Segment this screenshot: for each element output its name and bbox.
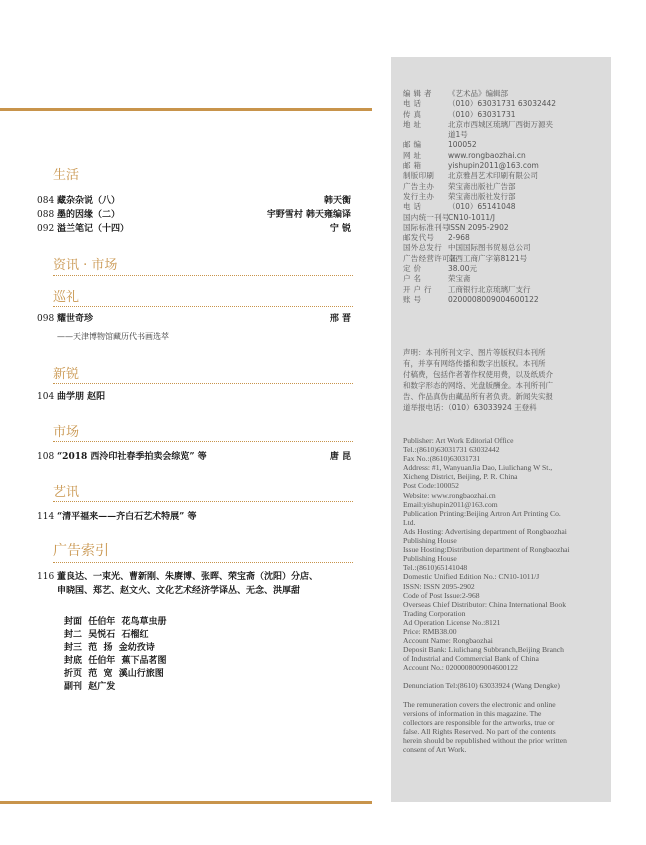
info-label: 国外总发行 bbox=[403, 243, 442, 253]
info-label: 网 址 bbox=[403, 150, 422, 160]
english-line: Domestic Unified Edition No.: CN10-1011/J bbox=[403, 572, 540, 582]
declaration-line: 声明：本刊所刊文字、图片等版权归本刊所 bbox=[403, 348, 546, 357]
article-title: 曲学朋 赵阳 bbox=[57, 392, 106, 402]
info-value: 荣宝斋出版社广告部 bbox=[448, 181, 516, 191]
info-line bbox=[403, 233, 603, 243]
article-author: 宇野雪村 韩天雍编译 bbox=[266, 210, 351, 220]
info-value: 38.00元 bbox=[448, 264, 477, 274]
info-panel bbox=[391, 57, 611, 802]
cover-credit-line: 封面 任伯年 花鸟草虫册 bbox=[64, 617, 167, 627]
section-divider bbox=[53, 383, 353, 384]
section-xinrui: 新锐 bbox=[53, 367, 80, 382]
top-rule bbox=[0, 108, 372, 111]
page-number: 092 bbox=[37, 224, 55, 234]
info-label: 国内统一刊号 bbox=[403, 212, 450, 222]
english-line: Price: RMB38.00 bbox=[403, 626, 457, 636]
list-item bbox=[37, 451, 351, 463]
info-value: 0200008009004600122 bbox=[448, 294, 539, 304]
english-line: Trading Corporation bbox=[403, 608, 466, 618]
list-item bbox=[37, 391, 351, 403]
section-divider bbox=[53, 306, 353, 307]
english-line: Ads Hosting: Advertising department of Rongbaozhai bbox=[403, 526, 567, 536]
info-line bbox=[403, 243, 603, 253]
english-line: herein should be republished without the prior written bbox=[403, 735, 567, 745]
spacer bbox=[403, 672, 603, 681]
article-title: 墨的因缘（二） bbox=[57, 210, 121, 220]
info-value: 2-968 bbox=[448, 233, 470, 243]
info-label: 电 话 bbox=[403, 202, 422, 212]
article-author: 韩天衡 bbox=[323, 196, 351, 206]
english-line: versions of information in this magazine. The bbox=[403, 708, 542, 718]
info-value: 荣宝斋出版社发行部 bbox=[448, 191, 516, 201]
list-item bbox=[37, 313, 351, 325]
info-line bbox=[403, 182, 603, 192]
info-value: 中国国际图书贸易总公司 bbox=[448, 243, 531, 253]
info-line bbox=[403, 151, 603, 161]
list-item bbox=[37, 209, 351, 221]
info-value: （010）65141048 bbox=[448, 202, 516, 212]
english-line: of Industrial and Commercial Bank of China bbox=[403, 654, 539, 664]
section-shenghuo: 生活 bbox=[53, 168, 80, 183]
page-number: 088 bbox=[37, 210, 55, 220]
section-shichang: 市场 bbox=[53, 425, 80, 440]
info-value: CN10-1011/J bbox=[448, 212, 495, 222]
list-item bbox=[37, 223, 351, 235]
cover-credits bbox=[64, 616, 167, 694]
info-label: 户 名 bbox=[403, 274, 422, 284]
info-line bbox=[403, 213, 603, 223]
info-value: yishupin2011@163.com bbox=[448, 161, 539, 171]
section-yixun: 艺讯 bbox=[53, 485, 80, 500]
info-line bbox=[403, 110, 603, 120]
info-line bbox=[403, 264, 603, 274]
article-title: 溢兰笔记（十四） bbox=[57, 224, 130, 234]
cover-credit-line: 副刊 赵广发 bbox=[64, 682, 116, 692]
article-title: “2018 西泠印社春季拍卖会综览” 等 bbox=[57, 452, 207, 462]
declaration-line: 道举报电话：（010）63033924 王登科 bbox=[403, 403, 537, 412]
english-line: Account Name: Rongbaozhai bbox=[403, 636, 493, 646]
page-number: 098 bbox=[37, 314, 55, 324]
page-number: 108 bbox=[37, 452, 55, 462]
info-value: 荣宝斋 bbox=[448, 274, 471, 284]
english-line: Address: #1, WanyuanJia Dao, Liulichang W St., bbox=[403, 463, 553, 473]
info-label: 国际标准刊号 bbox=[403, 222, 450, 232]
cover-credit-line: 封三 范 扬 金幼孜诗 bbox=[64, 643, 155, 653]
info-line bbox=[403, 89, 603, 99]
ad-line-1: 董良达、一束光、曹新刚、朱赓博、张晖、荣宝斋（沈阳）分店、 bbox=[57, 572, 319, 582]
section-xunli: 巡礼 bbox=[53, 290, 80, 305]
info-value: 北京雅昌艺术印刷有限公司 bbox=[448, 171, 538, 181]
info-label: 广告主办 bbox=[403, 181, 435, 191]
info-line bbox=[403, 295, 603, 305]
page-number: 114 bbox=[37, 512, 55, 522]
page-number: 116 bbox=[37, 572, 55, 582]
article-author: 唐 昆 bbox=[329, 452, 351, 462]
info-value: （010）63031731 bbox=[448, 109, 516, 119]
info-label: 传 真 bbox=[403, 109, 422, 119]
english-line: Ad Operation License No.:8121 bbox=[403, 617, 501, 627]
info-line bbox=[403, 140, 603, 150]
info-label: 编 辑 者 bbox=[403, 89, 432, 98]
declaration-line: 有，并享有网络传播和数字出版权。本刊所 bbox=[403, 359, 546, 368]
info-line bbox=[403, 223, 603, 233]
info-label: 邮 箱 bbox=[403, 161, 422, 171]
english-line: Website: www.rongbaozhai.cn bbox=[403, 490, 496, 500]
english-line: Ltd. bbox=[403, 517, 416, 527]
english-line: Overseas Chief Distributor: China International Book bbox=[403, 599, 567, 609]
article-title: 藏杂杂说（八） bbox=[57, 196, 121, 206]
list-item bbox=[37, 511, 351, 523]
info-value: 《艺术品》编辑部 bbox=[448, 89, 508, 98]
info-value: 北京市西城区琉璃厂西街万源夹 bbox=[448, 119, 553, 129]
english-line: Deposit Bank: Liulichang Subbranch,Beijing Branch bbox=[403, 645, 564, 655]
section-divider bbox=[53, 275, 353, 276]
info-label: 账 号 bbox=[403, 294, 422, 304]
english-line: Publishing House bbox=[403, 554, 457, 564]
english-line: The remuneration covers the electronic and online bbox=[403, 699, 556, 709]
english-line: Code of Post Issue:2-968 bbox=[403, 590, 480, 600]
english-line: Xicheng District, Beijing, P. R. China bbox=[403, 472, 518, 482]
english-line: Tel.:(8610)65141048 bbox=[403, 563, 468, 573]
article-subtitle: ——天津博物馆藏历代书画选萃 bbox=[57, 332, 169, 341]
info-value: ISSN 2095-2902 bbox=[448, 222, 509, 232]
info-value: 京西工商广字第8121号 bbox=[448, 253, 528, 263]
english-line: Account No.: 0200008009004600122 bbox=[403, 663, 518, 673]
english-line: Denunciation Tel:(8610) 63033924 (Wang Dengke) bbox=[403, 681, 560, 691]
info-value: 工商银行北京琉璃厂支行 bbox=[448, 284, 531, 294]
info-label: 发行主办 bbox=[403, 191, 435, 201]
section-divider bbox=[53, 562, 353, 563]
english-line: Post Code:100052 bbox=[403, 481, 459, 491]
ad-line-2: 申晓国、郑艺、赵文火、文化艺术经济学译丛、无念、洪厚甜 bbox=[57, 586, 301, 596]
english-line: Publisher: Art Work Editorial Office bbox=[403, 436, 514, 445]
spacer bbox=[403, 691, 603, 700]
info-label: 地 址 bbox=[403, 119, 422, 129]
info-value: 100052 bbox=[448, 140, 477, 150]
article-author: 宁 锐 bbox=[329, 224, 351, 234]
section-divider bbox=[53, 501, 353, 502]
english-line: Issue Hosting:Distribution department of Rongbaozhai bbox=[403, 545, 570, 555]
page-number: 084 bbox=[37, 196, 55, 206]
cover-credit-line: 封底 任伯年 蕉下品茗图 bbox=[64, 656, 167, 666]
info-line bbox=[403, 202, 603, 212]
ad-index bbox=[37, 570, 367, 598]
section-divider bbox=[53, 441, 353, 442]
declaration-line: 付稿费，包括作者著作权使用费，以及纸质介 bbox=[403, 370, 553, 379]
list-item bbox=[37, 195, 351, 207]
english-line: collectors are responsible for the artworks, true or bbox=[403, 717, 555, 727]
english-line: Publication Printing:Beijing Artron Art Printing Co. bbox=[403, 508, 561, 518]
cover-credit-line: 折页 范 宽 溪山行旅图 bbox=[64, 669, 164, 679]
english-line: consent of Art Work. bbox=[403, 745, 467, 754]
info-label: 电 话 bbox=[403, 99, 422, 109]
article-author: 邢 晋 bbox=[329, 314, 351, 324]
english-publication-info bbox=[403, 436, 603, 754]
info-line bbox=[403, 130, 603, 140]
english-line: Tel.:(8610)63031731 63032442 bbox=[403, 445, 500, 455]
info-label: 广告经营许可证 bbox=[403, 253, 458, 263]
info-label: 邮 编 bbox=[403, 140, 422, 150]
info-line bbox=[403, 120, 603, 130]
section-zixun: 资讯 · 市场 bbox=[53, 258, 118, 273]
bottom-rule bbox=[0, 801, 372, 804]
section-guanggao: 广告索引 bbox=[53, 543, 109, 559]
info-line bbox=[403, 171, 603, 181]
info-value: 道1号 bbox=[448, 130, 468, 140]
copyright-declaration bbox=[403, 347, 603, 413]
info-value: www.rongbaozhai.cn bbox=[448, 150, 526, 160]
article-title: 耀世奇珍 bbox=[57, 314, 94, 324]
page-number: 104 bbox=[37, 392, 55, 402]
english-line: false. All Rights Reserved. No part of the contents bbox=[403, 726, 556, 736]
english-line: Fax No.:(8610)63031731 bbox=[403, 454, 481, 464]
declaration-line: 和数字形态的网络、光盘版酬金。本刊所刊广 bbox=[403, 381, 553, 390]
info-line bbox=[403, 274, 603, 284]
info-label: 定 价 bbox=[403, 264, 422, 274]
info-value: （010）63031731 63032442 bbox=[448, 99, 557, 109]
info-label: 制版印刷 bbox=[403, 171, 435, 181]
info-line bbox=[403, 285, 603, 295]
english-line: Publishing House bbox=[403, 536, 457, 546]
publication-info bbox=[403, 89, 603, 305]
info-line bbox=[403, 99, 603, 109]
info-label: 开 户 行 bbox=[403, 284, 432, 294]
info-label: 邮发代号 bbox=[403, 233, 435, 243]
cover-credit-line: 封二 吴悦石 石榴红 bbox=[64, 630, 149, 640]
english-line: Email:yishupin2011@163.com bbox=[403, 499, 498, 509]
info-line bbox=[403, 254, 603, 264]
article-title: “清平福来——齐白石艺术特展” 等 bbox=[57, 512, 197, 522]
english-line: ISSN: ISSN 2095-2902 bbox=[403, 581, 475, 591]
declaration-line: 告、作品真伪由藏品所有者负责。新闻失实报 bbox=[403, 392, 553, 401]
info-line bbox=[403, 161, 603, 171]
info-line bbox=[403, 192, 603, 202]
